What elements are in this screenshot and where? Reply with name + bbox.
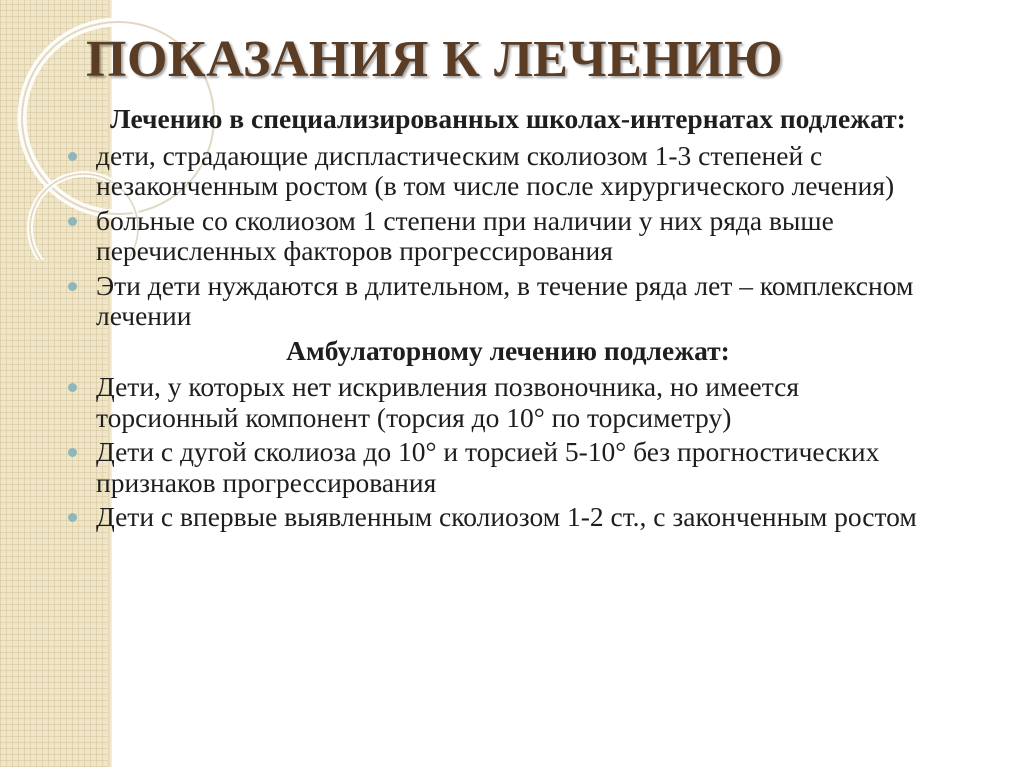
bullet-dot-icon [68, 152, 77, 161]
list-item-text: дети, страдающие диспластическим сколиозом 1-3 степеней с незаконченным ростом (в том числе после хирургического лечения) [96, 139, 895, 201]
list-item [68, 437, 948, 498]
bullet-list-outpatient [68, 372, 948, 533]
bullet-dot-icon [68, 513, 77, 522]
list-item [68, 141, 948, 202]
section-heading-outpatient: Амбулаторному лечению подлежат: [286, 334, 730, 366]
slide-title: ПОКАЗАНИЯ К ЛЕЧЕНИЮ [86, 31, 784, 88]
bullet-dot-icon [68, 448, 77, 457]
bullet-dot-icon [68, 217, 77, 226]
list-item [68, 206, 948, 267]
list-item-text: Дети с дугой сколиоза до 10° и торсией 5-10° без прогностических признаков прогрессирования [96, 436, 880, 498]
list-item [68, 271, 948, 332]
list-item-text: Дети с впервые выявленным сколиозом 1-2 ст., с законченным ростом [96, 501, 917, 532]
list-item-text: Эти дети нуждаются в длительном, в течение ряда лет – комплексном лечении [96, 269, 914, 331]
bullet-dot-icon [68, 282, 77, 291]
section-heading-boarding-schools: Лечению в специализированных школах-интернатах подлежат: [110, 103, 906, 134]
list-item [68, 502, 948, 533]
bullet-list-boarding-schools [68, 141, 948, 332]
bullet-dot-icon [68, 383, 77, 392]
list-item-text: больные со сколиозом 1 степени при наличии у них ряда выше перечисленных факторов прогрессирования [96, 204, 834, 266]
slide-content [68, 104, 948, 537]
list-item [68, 372, 948, 433]
list-item-text: Дети, у которых нет искривления позвоночника, но имеется торсионный компонент (торсия до 10° по торсиметру) [96, 371, 799, 433]
